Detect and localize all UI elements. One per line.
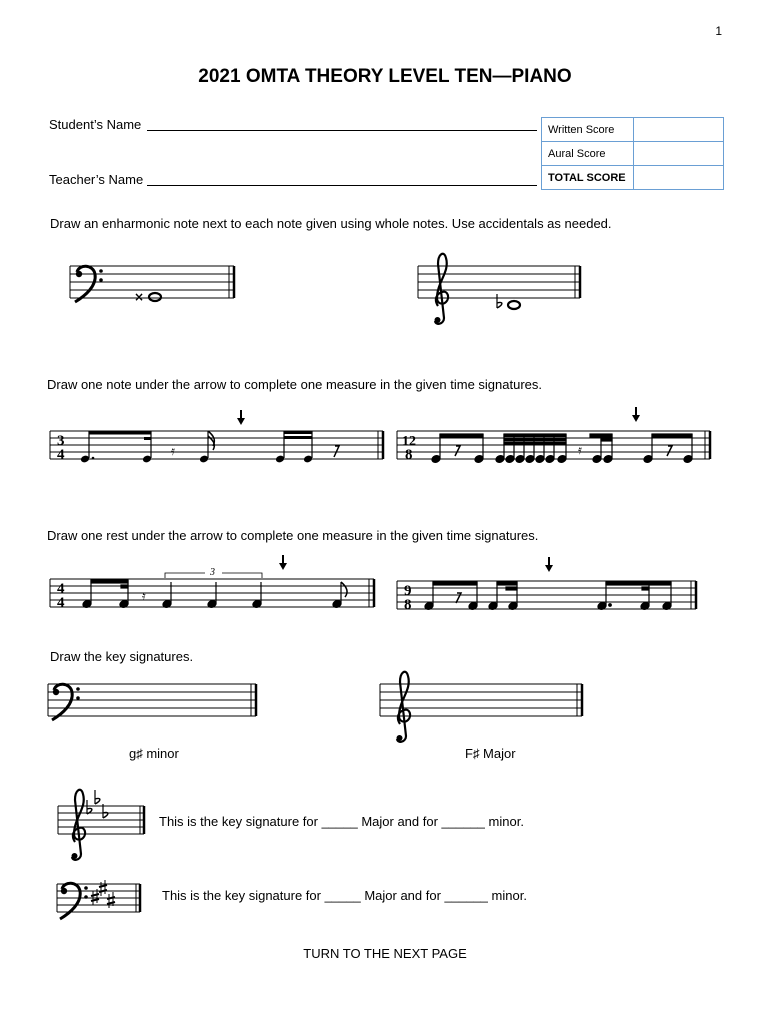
svg-text:𝄿: 𝄿 xyxy=(171,444,175,459)
instruction-enharmonic: Draw an enharmonic note next to each note given using whole notes. Use accidentals as needed. xyxy=(50,216,612,231)
time-sig-top: 12 xyxy=(402,434,416,449)
arrow-icon xyxy=(237,410,245,425)
treble-clef-icon xyxy=(72,790,86,860)
time-sig-top: 3 xyxy=(57,433,65,449)
student-name-label: Student’s Name xyxy=(49,117,142,132)
aural-score-label: Aural Score xyxy=(542,142,634,166)
treble-clef-icon xyxy=(435,254,449,324)
teacher-name-label: Teacher’s Name xyxy=(49,172,144,187)
whole-note xyxy=(149,293,161,301)
arrow-icon xyxy=(279,555,287,570)
time-sig-top: 9 xyxy=(404,583,412,599)
treble-clef-icon xyxy=(397,672,411,742)
key-label-left: g♯ minor xyxy=(129,746,179,761)
bass-clef-icon xyxy=(60,883,88,919)
svg-text:𝄿: 𝄿 xyxy=(142,589,146,603)
staff-note-3-4 xyxy=(50,431,383,459)
total-score-label: TOTAL SCORE xyxy=(542,166,634,190)
time-sig-bottom: 8 xyxy=(405,447,413,463)
key-label-right: F♯ Major xyxy=(465,746,516,761)
instruction-rest-under-arrow: Draw one rest under the arrow to complete one measure in the given time signatures. xyxy=(47,528,539,543)
key-sentence-1: This is the key signature for _____ Major and for ______ minor. xyxy=(159,814,524,829)
bass-clef-icon xyxy=(75,266,103,302)
bass-clef-icon xyxy=(52,684,80,720)
svg-text:𝄿: 𝄿 xyxy=(578,443,582,458)
instruction-note-under-arrow: Draw one note under the arrow to complete one measure in the given time signatures. xyxy=(47,377,542,392)
time-sig-bottom: 4 xyxy=(57,447,65,463)
page-number: 1 xyxy=(715,24,722,38)
staff-key-treble xyxy=(380,684,582,716)
staff-key-sharps xyxy=(57,884,140,912)
page-title: 2021 OMTA THEORY LEVEL TEN—PIANO xyxy=(198,66,572,87)
flat-icon xyxy=(87,800,92,814)
flat-icon xyxy=(95,790,100,804)
key-sentence-2: This is the key signature for _____ Major and for ______ minor. xyxy=(162,888,527,903)
flat-icon xyxy=(497,294,502,308)
written-score-label: Written Score xyxy=(542,118,634,142)
arrow-icon xyxy=(545,557,553,572)
arrow-icon xyxy=(632,407,640,422)
double-sharp-icon: × xyxy=(134,290,145,304)
note-group xyxy=(82,573,347,608)
footer-text: TURN TO THE NEXT PAGE xyxy=(303,946,467,961)
sharp-icon xyxy=(107,892,115,908)
time-sig-bottom: 8 xyxy=(404,597,412,613)
whole-note xyxy=(508,301,520,309)
time-sig-bottom: 4 xyxy=(57,595,65,611)
staff-key-flats xyxy=(58,806,144,834)
triplet-number: 3 xyxy=(210,567,215,578)
instruction-key-signatures: Draw the key signatures. xyxy=(50,649,194,664)
sharp-icon xyxy=(99,880,107,896)
time-sig-top: 4 xyxy=(57,581,65,597)
note-group xyxy=(424,582,672,610)
